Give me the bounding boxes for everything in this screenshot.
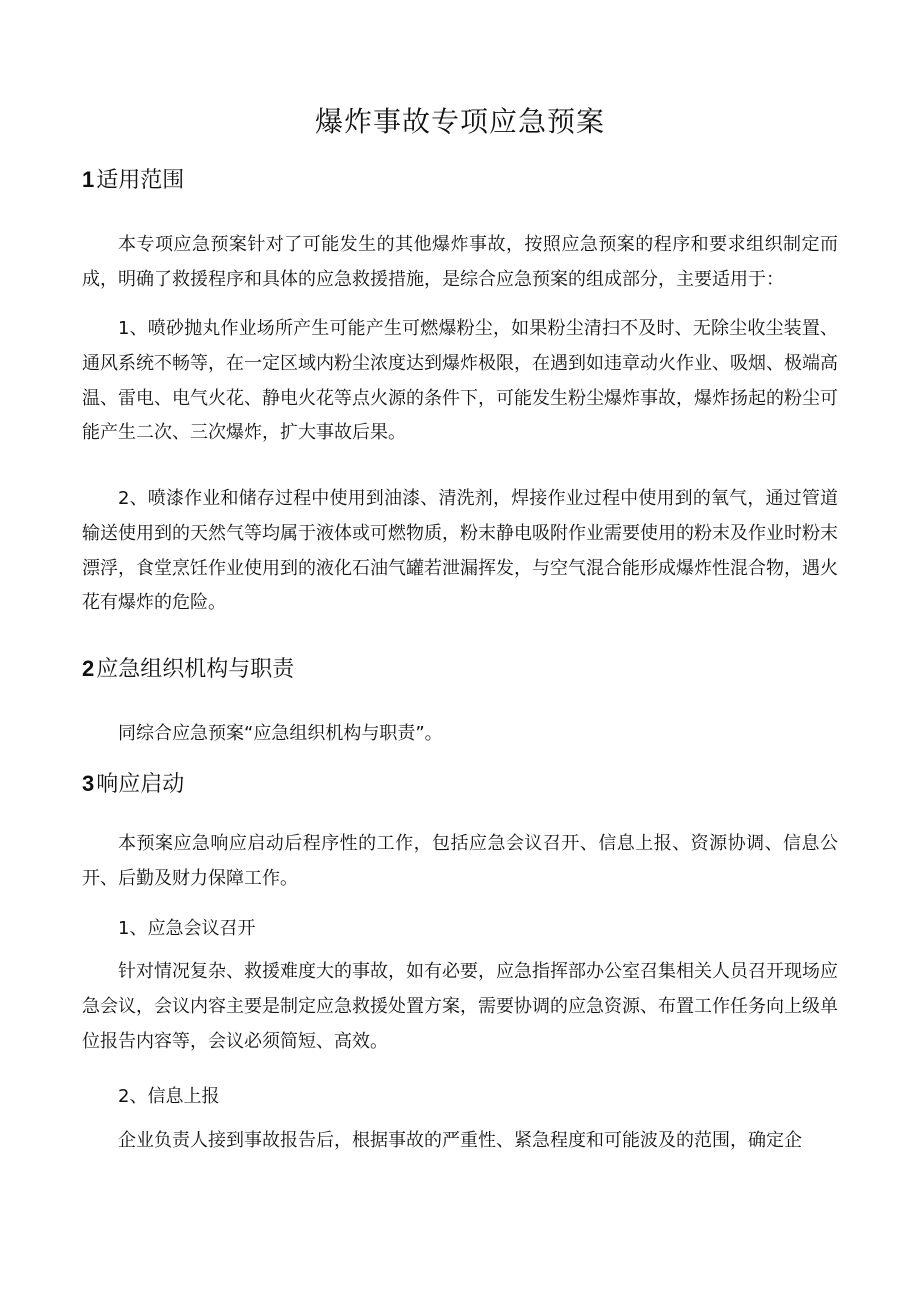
section-number: 3 — [82, 771, 95, 796]
section-title: 响应启动 — [96, 772, 185, 797]
section-3-heading — [82, 767, 184, 802]
section-number: 1 — [82, 167, 95, 192]
section-1-paragraph-intro: 本专项应急预案针对了可能发生的其他爆炸事故，按照应急预案的程序和要求组织制定而成，明确了救援程序和具体的应急救援措施，是综合应急预案的组成部分，主要适用于： — [82, 234, 838, 290]
section-title: 适用范围 — [96, 168, 185, 193]
section-3-paragraph-intro: 本预案应急响应启动后程序性的工作，包括应急会议召开、信息上报、资源协调、信息公开、后勤及财力保障工作。 — [82, 833, 838, 889]
section-1-item-1: 1、喷砂抛丸作业场所产生可能产生可燃爆粉尘，如果粉尘清扫不及时、无除尘收尘装置、通风系统不畅等，在一定区域内粉尘浓度达到爆炸极限，在遇到如违章动火作业、吸烟、极端高温、雷电、电气火花、静电火花等点火源的条件下，可能发生粉尘爆炸事故，爆炸扬起的粉尘可能产生二次、三次爆炸，扩大事故后果。 — [82, 318, 838, 444]
section-1-heading — [82, 163, 184, 198]
section-3-paragraph-meeting: 针对情况复杂、救援难度大的事故，如有必要，应急指挥部办公室召集相关人员召开现场应急会议，会议内容主要是制定应急救援处置方案，需要协调的应急资源、布置工作任务向上级单位报告内容等，会议必须简短、高效。 — [82, 961, 838, 1052]
section-title: 应急组织机构与职责 — [96, 657, 295, 682]
document-title: 爆炸事故专项应急预案 — [314, 105, 605, 138]
section-3-paragraph-report: 企业负责人接到事故报告后，根据事故的严重性、紧急程度和可能波及的范围，确定企 — [118, 1130, 802, 1151]
section-3-subheading-2: 2、信息上报 — [118, 1086, 220, 1107]
section-number: 2 — [82, 656, 95, 681]
section-1-item-2: 2、喷漆作业和储存过程中使用到油漆、清洗剂，焊接作业过程中使用到的氧气，通过管道输送使用到的天然气等均属于液体或可燃物质，粉末静电吸附作业需要使用的粉末及作业时粉末漂浮，食堂烹饪作业使用到的液化石油气罐若泄漏挥发，与空气混合能形成爆炸性混合物，遇火花有爆炸的危险。 — [82, 488, 838, 614]
section-2-heading — [82, 652, 294, 687]
section-2-paragraph: 同综合应急预案“应急组织机构与职责”。 — [118, 723, 443, 744]
section-3-subheading-1: 1、应急会议召开 — [118, 918, 256, 939]
